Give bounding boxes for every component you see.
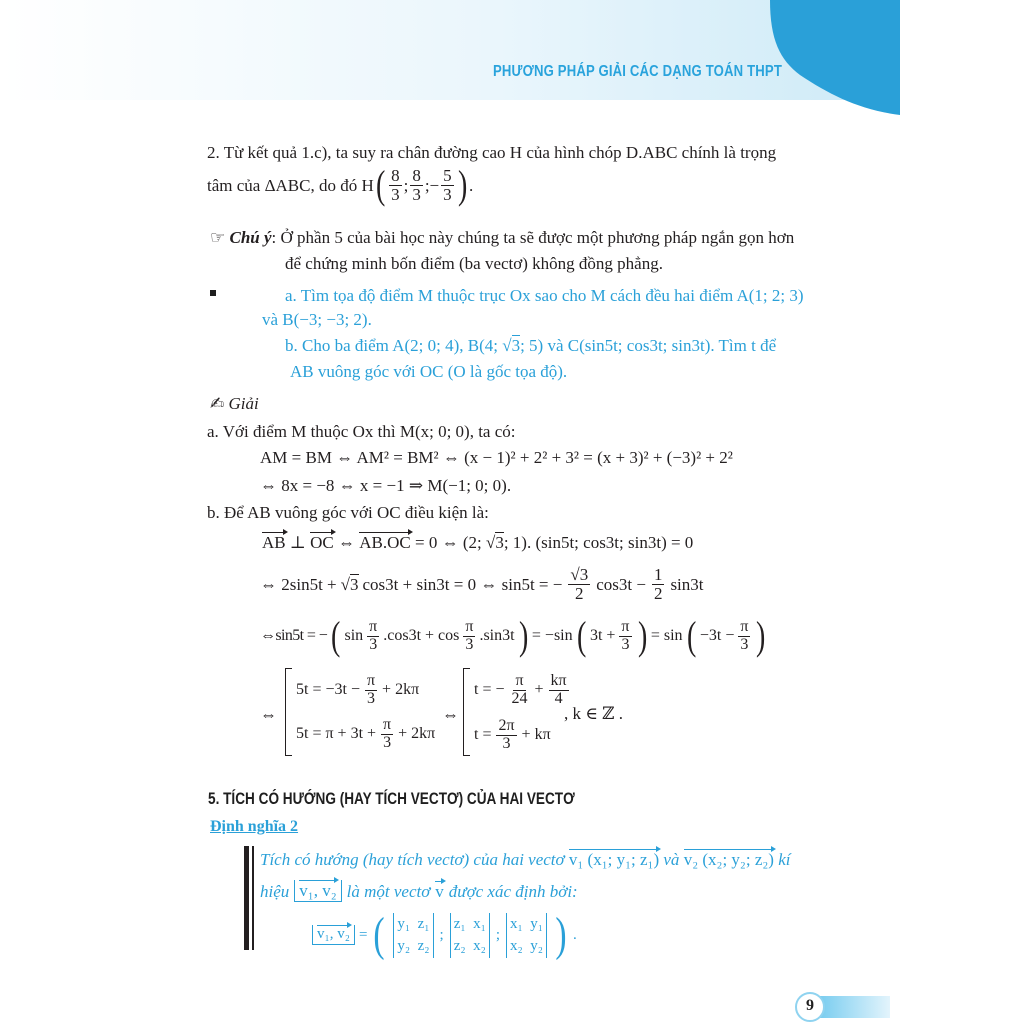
sep-2: ;: [424, 175, 430, 195]
sys2-bracket: [463, 668, 470, 756]
eq3-paren-2-close: ): [637, 613, 647, 658]
exercise-bullet: [210, 290, 216, 296]
frac-2-num: 8: [412, 165, 421, 185]
vector-v: v: [435, 881, 444, 901]
eq3-frac-4-num: π: [740, 617, 749, 635]
det3-row2: x₂ y₂: [510, 938, 543, 954]
eq3-frac-3-den: 3: [621, 635, 630, 653]
sys2-l1-frac-den: 24: [511, 689, 528, 707]
item2-prefix: tâm của ΔABC, do đó H: [207, 175, 374, 195]
eq3-paren-1-open: (: [331, 613, 341, 658]
section5-heading: 5. TÍCH CÓ HƯỚNG (HAY TÍCH VECTƠ) CỦA HAI VECTƠ: [208, 789, 575, 808]
paren-open: (: [375, 162, 386, 207]
writing-hand-icon: ✍: [210, 394, 225, 414]
det1-row2: y₂ z₂: [397, 938, 430, 954]
def-line1-pre: Tích có hướng (hay tích vectơ) của hai vectơ: [260, 850, 565, 869]
eq3-paren-1-close: ): [518, 613, 528, 658]
sys2-l2-end: + kπ: [521, 726, 551, 743]
sys2-l2-frac-den: 3: [502, 734, 511, 752]
sys1-l1-frac-den: 3: [367, 689, 375, 707]
sys1-l2-end: + 2kπ: [398, 725, 436, 742]
sqrt-3-eq2-radicand: 3: [350, 574, 359, 594]
def-and: và: [663, 850, 680, 869]
sys1-l1-text: 5t = −3t −: [296, 681, 360, 698]
formula-sep-2: ;: [495, 926, 501, 943]
eq1-rest-pre: = 0 ⇔ (2;: [414, 533, 482, 552]
solution-b-eq1: [262, 534, 693, 551]
def-bracket-content: v₁, v₂: [299, 881, 337, 900]
eq3-frac-3-num: π: [621, 617, 630, 635]
def-line2-pre: hiệu: [260, 881, 290, 901]
eq3-frac-1-den: 3: [369, 635, 378, 653]
eq3-frac-2-num: π: [465, 617, 474, 635]
sys1-line1: [296, 670, 419, 710]
eq2-end: sin3t: [670, 574, 704, 594]
eq3-g: = sin: [650, 627, 683, 644]
determinant-1: [393, 913, 433, 958]
sqrt-3: √3: [502, 336, 521, 355]
item2-line1: 2. Từ kết quả 1.c), ta suy ra chân đường cao H của hình chóp D.ABC chính là trọng: [207, 143, 777, 162]
solution-a-eq1: AM = BM ⇔ AM² = BM² ⇔ (x − 1)² + 2² + 3² = (x + 3)² + (−3)² + 2²: [260, 448, 733, 467]
def-line2-post: là một vectơ: [346, 881, 431, 901]
solution-b-line1: b. Để AB vuông góc với OC điều kiện là:: [207, 503, 489, 522]
det2-row1: z₁ x₁: [453, 915, 486, 932]
k-condition: , k ∈ ℤ .: [564, 704, 623, 723]
formula-lhs-box: [312, 925, 355, 945]
sys2-l1-frac-num: π: [515, 671, 524, 689]
note-text-1: : Ở phần 5 của bài học này chúng ta sẽ được một phương pháp ngắn gọn hơn: [271, 228, 795, 247]
exercise-a-line1: a. Tìm tọa độ điểm M thuộc trục Ox sao cho M cách đều hai điểm A(1; 2; 3): [285, 286, 804, 305]
sys1-line2: [296, 714, 435, 754]
vector-v1: v₁ (x₁; y₁; z₁): [568, 850, 660, 869]
definition-line2: [260, 880, 578, 902]
eq3-frac-1-num: π: [369, 617, 378, 635]
note-label: Chú ý: [229, 228, 272, 247]
solution-b-eq2: [260, 563, 704, 605]
vector-ab: AB: [262, 533, 286, 552]
eq2-frac-1-den: 2: [575, 583, 584, 603]
paren-close: ): [457, 162, 467, 207]
pointing-hand-icon: ☞: [210, 228, 226, 248]
formula-sep-1: ;: [439, 926, 444, 943]
vector-v2: v₂ (x₂; y₂; z₂): [683, 850, 774, 869]
note-line2: để chứng minh bốn điểm (ba vectơ) không đồng phẳng.: [285, 254, 663, 273]
sys2-l1-frac: [510, 673, 530, 708]
eq3-b: sin: [344, 627, 364, 644]
eq3-e: = −sin: [531, 627, 573, 644]
frac-3-den: 3: [443, 184, 452, 204]
solution-heading: [210, 395, 259, 413]
frac-3-num: 5: [443, 165, 452, 185]
sys1-l2-frac-den: 3: [383, 733, 392, 751]
eq3-frac-1: [367, 619, 379, 654]
formula-paren-close: ): [555, 908, 567, 961]
sys-iff-2: ⇔: [442, 705, 459, 724]
eq2-frac-2-den: 2: [653, 583, 663, 603]
eq3-frac-3: [619, 619, 631, 654]
eq3-paren-3-open: (: [686, 613, 696, 658]
perp-symbol: ⊥: [289, 533, 306, 552]
formula-end: .: [572, 926, 577, 943]
sys1-l1-frac-num: π: [366, 671, 376, 689]
eq3-frac-4-den: 3: [740, 635, 749, 653]
determinant-3: [506, 913, 547, 958]
frac-1-den: 3: [391, 184, 400, 204]
definition-line1: [260, 851, 791, 868]
def-line2-end: được xác định bởi:: [448, 881, 578, 901]
sqrt-3-eq2: √3: [340, 574, 359, 594]
eq2-mid2: cos3t −: [596, 574, 646, 594]
eq3-d: .sin3t: [479, 627, 515, 644]
sys1-l1-end: + 2kπ: [382, 681, 420, 698]
item2-end: .: [468, 175, 474, 195]
formula-lhs: v₁, v₂: [317, 926, 350, 942]
definition-title: Định nghĩa 2: [210, 818, 299, 835]
cross-product-formula: [312, 910, 577, 960]
vector-oc: OC: [310, 533, 334, 552]
sys1-l2-text: 5t = π + 3t +: [296, 725, 377, 742]
formula-eq: =: [358, 926, 368, 943]
exercise-b-line1: [285, 337, 776, 354]
frac-2-den: 3: [412, 184, 421, 204]
definition-rule-thin: [252, 846, 254, 950]
sqrt-3-eq1-radicand: 3: [495, 533, 504, 552]
determinant-2: [450, 913, 490, 958]
sys2-line1: [474, 668, 571, 712]
eq2-mid: cos3t + sin3t = 0 ⇔ sin5t = −: [362, 574, 563, 594]
solution-a-line1: a. Với điểm M thuộc Ox thì M(x; 0; 0), ta có:: [207, 422, 516, 441]
sqrt-3-eq1: √3: [485, 533, 504, 552]
eq2-frac-1-num: √3: [570, 564, 589, 584]
frac-1: [389, 167, 402, 204]
def-bracket-box: [294, 880, 341, 902]
eq3-h: −3t −: [699, 627, 735, 644]
eq3-c: .cos3t + cos: [383, 627, 460, 644]
item2-line2: [207, 162, 473, 208]
solution-a-eq2: ⇔ 8x = −8 ⇔ x = −1 ⇒ M(−1; 0; 0).: [260, 476, 512, 495]
sys2-l1-kfrac-den: 4: [554, 689, 563, 707]
frac-1-num: 8: [391, 165, 400, 185]
sys2-l1-plus: +: [534, 681, 544, 698]
frac-3: [441, 167, 454, 204]
sys2-l1-text: t = −: [474, 681, 505, 698]
iff-symbol: ⇔: [338, 533, 355, 552]
definition-rule-bold: [244, 846, 249, 950]
note-line1: [210, 229, 794, 247]
vector-dot-product: AB.OC: [359, 533, 411, 552]
eq1-rest-post: ; 1). (sin5t; cos3t; sin3t) = 0: [503, 533, 694, 552]
exercise-b-pre: b. Cho ba điểm A(2; 0; 4), B(4;: [285, 336, 498, 355]
minus-sign: −: [429, 175, 440, 195]
sys1-l2-frac-num: π: [383, 715, 392, 733]
sep-1: ;: [403, 175, 409, 195]
formula-paren-open: (: [373, 908, 386, 961]
sys2-l2-frac: [496, 718, 516, 753]
frac-2: [410, 167, 423, 204]
solution-b-eq3: [260, 612, 768, 660]
sys2-l1-kfrac: [549, 673, 569, 708]
exercise-b-post: ; 5) và C(sin5t; cos3t; sin3t). Tìm t để: [520, 336, 777, 355]
eq2-frac-1: [568, 566, 590, 603]
sys-iff-1: ⇔: [260, 705, 277, 724]
sys2-l2-text: t =: [474, 726, 492, 743]
sys1-bracket: [285, 668, 292, 756]
det2-row2: z₂ x₂: [453, 938, 486, 954]
det3-row1: x₁ y₁: [510, 915, 543, 932]
exercise-b-line2: AB vuông góc với OC (O là gốc tọa độ).: [290, 362, 568, 381]
sqrt-3-radicand: 3: [511, 336, 521, 355]
def-ki: kí: [778, 850, 791, 869]
sys1-l2-frac: [381, 717, 393, 752]
sys2-l2-frac-num: 2π: [498, 716, 515, 734]
sys2-line2: [474, 714, 551, 756]
exercise-a-line2: và B(−3; −3; 2).: [262, 310, 372, 329]
eq3-frac-2-den: 3: [465, 635, 474, 653]
eq3-frac-2: [463, 619, 475, 654]
eq2-pre: ⇔ 2sin5t +: [260, 574, 337, 594]
page-number: 9: [806, 997, 814, 1014]
header-title: PHƯƠNG PHÁP GIẢI CÁC DẠNG TOÁN THPT: [493, 63, 783, 80]
solution-label: Giải: [228, 394, 259, 413]
eq3-a: ⇔sin5t = −: [260, 627, 328, 644]
sys1-l1-frac: [365, 673, 377, 708]
eq2-frac-2-num: 1: [653, 564, 663, 584]
det1-row1: y₁ z₁: [397, 915, 430, 932]
eq3-paren-2-open: (: [576, 613, 586, 658]
eq3-f: 3t +: [589, 627, 616, 644]
sys2-l1-kfrac-num: kπ: [550, 671, 567, 689]
eq3-frac-4: [738, 619, 750, 654]
eq3-paren-3-close: ): [756, 613, 766, 658]
eq2-frac-2: [652, 566, 665, 603]
